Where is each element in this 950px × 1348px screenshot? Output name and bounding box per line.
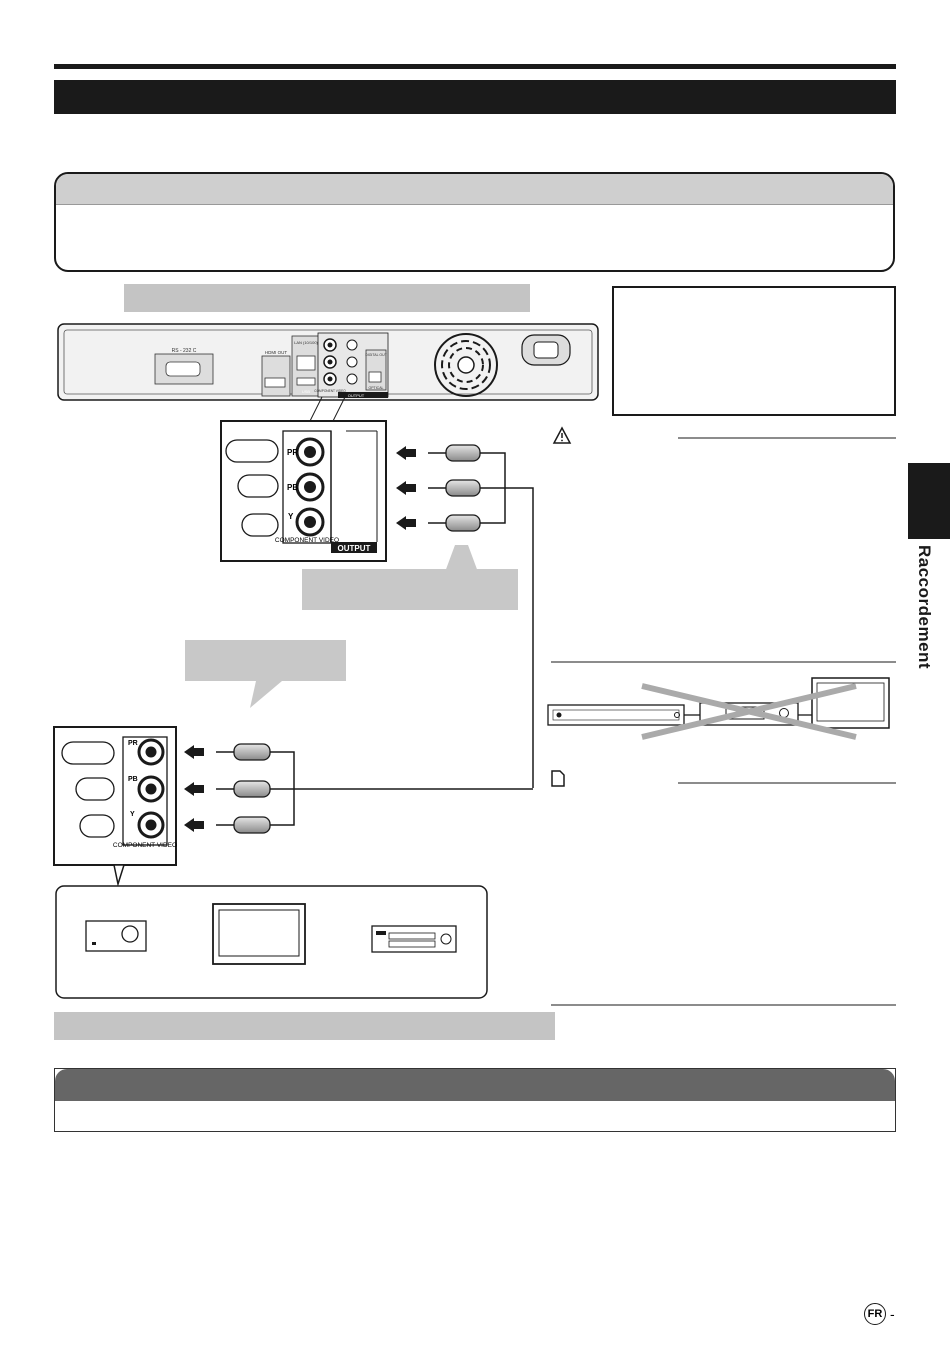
- optical-label: OPTICAL: [368, 386, 384, 390]
- player-component-video-label: COMPONENT VIDEO: [274, 537, 340, 544]
- output-small-label: OUTPUT: [347, 393, 365, 398]
- tv-jack-closeup: [54, 727, 177, 884]
- note-section: [552, 771, 896, 786]
- warning-section: [554, 428, 896, 443]
- component-video-small-label: COMPONENT VIDEO: [314, 389, 346, 393]
- player-jack-pb-label: PB: [287, 483, 299, 492]
- hdmi-out-label: HDMI OUT: [264, 350, 288, 355]
- tv-jack-pb-label: PB: [128, 776, 138, 783]
- lan-label: LAN (10/100): [294, 340, 318, 345]
- player-jack-y-label: Y: [288, 512, 294, 521]
- bottom-info-panel-header: [55, 1069, 895, 1101]
- tv-plugs: [216, 744, 533, 833]
- callout-tv: [185, 640, 346, 708]
- devices-box: [56, 886, 487, 998]
- tv-jack-y-label: Y: [130, 811, 135, 818]
- player-plugs: [428, 445, 533, 788]
- player-jack-closeup: [221, 421, 386, 561]
- chapter-label: Raccordement: [915, 545, 934, 670]
- language-badge: FR: [864, 1303, 886, 1325]
- bottom-info-panel: [54, 1068, 896, 1132]
- page-footer: [864, 1303, 895, 1325]
- tv-component-video-label: COMPONENT VIDEO: [112, 842, 178, 849]
- bottom-caption-strip: [54, 1012, 555, 1040]
- rs232-label: RS - 232 C: [171, 348, 197, 354]
- page-number-suffix: -: [890, 1306, 895, 1322]
- wrong-connection-illustration: [548, 678, 889, 737]
- player-jack-pr-label: PR: [287, 448, 299, 457]
- tv-arrows: [184, 745, 204, 832]
- digital-out-label: DIGITAL OUT: [365, 353, 387, 357]
- usb-label: USB: [301, 389, 311, 394]
- tv-jack-pr-label: PR: [128, 740, 138, 747]
- player-output-label: OUTPUT: [337, 544, 371, 553]
- player-arrows: [396, 446, 416, 530]
